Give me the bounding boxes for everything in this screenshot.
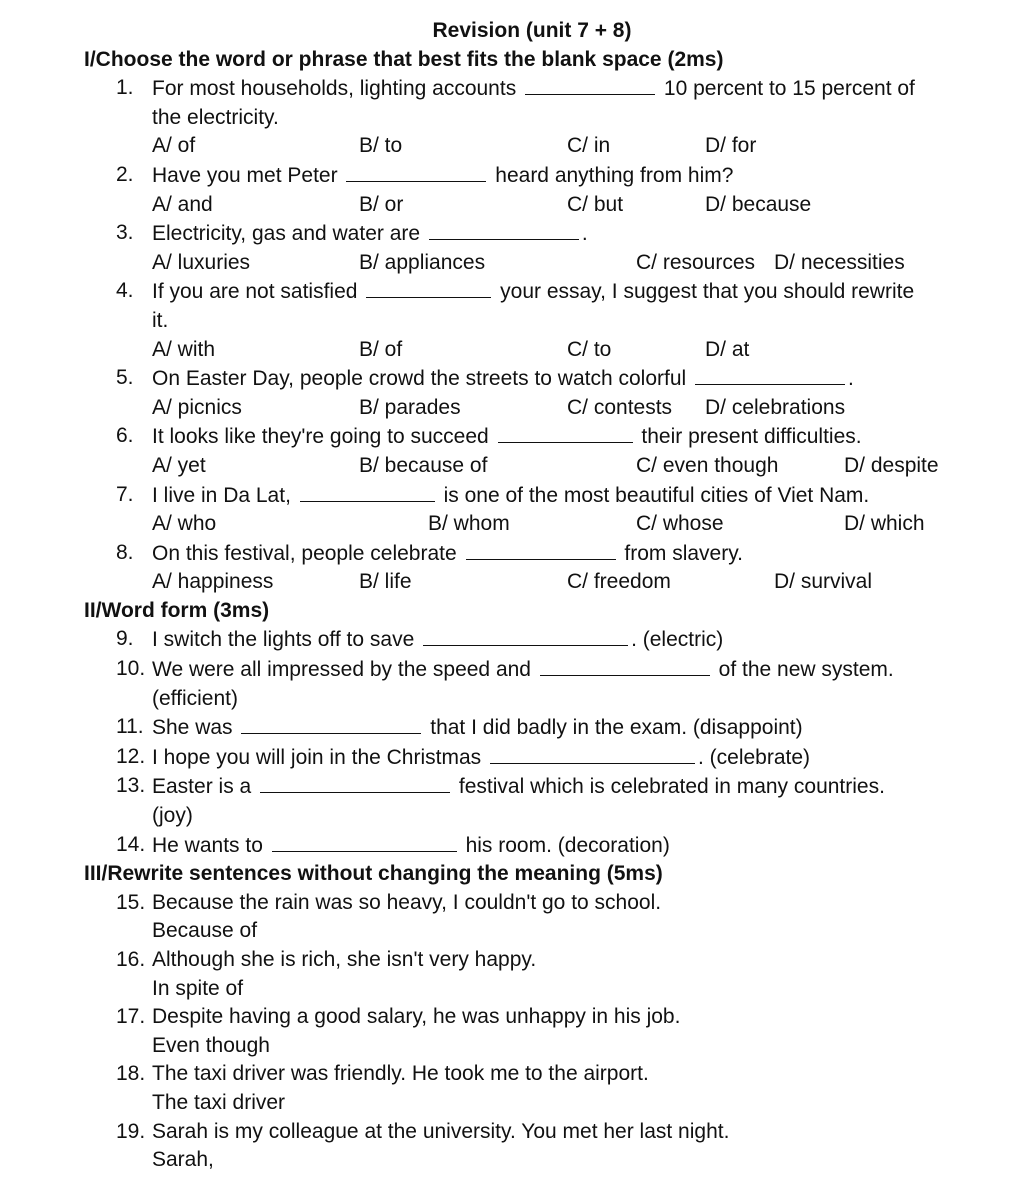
question-11 <box>0 713 1024 743</box>
answer-options <box>152 336 988 365</box>
question-text: . (celebrate) <box>698 745 811 769</box>
option-b[interactable]: B/ of <box>359 337 403 361</box>
question-2 <box>0 161 1024 219</box>
question-number: 3. <box>116 221 134 245</box>
question-4 <box>0 277 1024 364</box>
question-text: Because the rain was so heavy, I couldn't go to school. <box>152 890 662 914</box>
rewrite-start: Even though <box>152 1033 270 1057</box>
option-c[interactable]: C/ contests <box>567 395 673 419</box>
question-number: 14. <box>116 832 146 856</box>
option-d[interactable]: D/ necessities <box>774 250 905 274</box>
question-text: Despite having a good salary, he was unhappy in his job. <box>152 1005 681 1029</box>
answer-options <box>152 249 988 278</box>
question-text: We were all impressed by the speed and <box>152 658 531 682</box>
question-14 <box>0 831 1024 861</box>
answer-options <box>152 568 988 597</box>
answer-options <box>152 132 988 161</box>
question-13 <box>0 772 1024 830</box>
rewrite-start: Because of <box>152 919 258 943</box>
option-a[interactable]: A/ who <box>152 512 217 536</box>
answer-options <box>152 452 988 481</box>
option-a[interactable]: A/ of <box>152 134 196 158</box>
rewrite-start: Sarah, <box>152 1148 214 1172</box>
question-18 <box>0 1060 1024 1117</box>
section-2-heading: II/Word form (3ms) <box>84 598 270 622</box>
question-9 <box>0 625 1024 655</box>
question-number: 1. <box>116 76 134 100</box>
question-number: 17. <box>116 1005 146 1029</box>
option-b[interactable]: B/ appliances <box>359 250 486 274</box>
question-10 <box>0 655 1024 713</box>
answer-options <box>152 510 988 539</box>
question-text: their present difficulties. <box>641 425 862 449</box>
question-text: Easter is a <box>152 775 252 799</box>
question-text: is one of the most beautiful cities of Viet Nam. <box>443 483 870 507</box>
question-3 <box>0 219 1024 277</box>
question-text: Have you met Peter <box>152 163 338 187</box>
question-text: On Easter Day, people crowd the streets to watch colorful <box>152 367 687 391</box>
question-5 <box>0 364 1024 422</box>
question-text: . (electric) <box>631 628 724 652</box>
question-number: 16. <box>116 948 146 971</box>
answer-blank[interactable] <box>241 713 421 734</box>
answer-blank[interactable] <box>695 364 845 385</box>
section-3-heading: III/Rewrite sentences without changing the meaning (5ms) <box>84 862 663 886</box>
question-15 <box>0 889 1024 946</box>
worksheet-title: Revision (unit 7 + 8) <box>432 19 632 42</box>
option-d[interactable]: D/ at <box>705 337 750 361</box>
question-text: Although she is rich, she isn't very happy. <box>152 948 537 971</box>
answer-blank[interactable] <box>466 539 616 560</box>
rewrite-start: In spite of <box>152 976 244 1000</box>
question-text: . <box>848 367 854 391</box>
option-b[interactable]: B/ or <box>359 192 404 216</box>
answer-blank[interactable] <box>490 743 695 764</box>
question-number: 15. <box>116 890 146 914</box>
question-19 <box>0 1118 1024 1175</box>
question-text: It looks like they're going to succeed <box>152 425 489 449</box>
option-b[interactable]: B/ parades <box>359 395 461 419</box>
option-d[interactable]: D/ celebrations <box>705 395 846 419</box>
answer-blank[interactable] <box>423 625 628 646</box>
option-a[interactable]: A/ and <box>152 192 213 216</box>
question-text-continued: (efficient) <box>152 686 238 710</box>
option-b[interactable]: B/ whom <box>428 512 510 536</box>
section-1-heading: I/Choose the word or phrase that best fits the blank space (2ms) <box>84 47 724 71</box>
question-number: 13. <box>116 774 146 798</box>
question-text-continued: (joy) <box>152 804 193 828</box>
question-text: his room. (decoration) <box>465 833 670 857</box>
question-text: 10 percent to 15 percent of <box>663 77 915 101</box>
question-8 <box>0 539 1024 597</box>
question-text: Sarah is my colleague at the university. You met her last night. <box>152 1119 730 1143</box>
question-number: 7. <box>116 482 134 506</box>
answer-blank[interactable] <box>366 277 491 298</box>
option-a[interactable]: A/ luxuries <box>152 250 251 274</box>
question-text: from slavery. <box>624 541 744 565</box>
answer-blank[interactable] <box>429 219 579 240</box>
answer-blank[interactable] <box>525 74 655 95</box>
question-text: If you are not satisfied <box>152 280 358 304</box>
question-number: 12. <box>116 744 146 768</box>
question-text: On this festival, people celebrate <box>152 541 457 565</box>
question-text: Electricity, gas and water are <box>152 222 421 246</box>
question-text-continued: the electricity. <box>152 105 279 129</box>
question-12 <box>0 743 1024 773</box>
option-c[interactable]: C/ whose <box>636 512 724 536</box>
question-text: The taxi driver was friendly. He took me to the airport. <box>152 1062 649 1086</box>
answer-blank[interactable] <box>498 422 633 443</box>
question-number: 6. <box>116 424 134 448</box>
option-c[interactable]: C/ freedom <box>567 570 671 594</box>
question-number: 5. <box>116 366 134 390</box>
question-1 <box>0 74 1024 161</box>
question-text: heard anything from him? <box>495 163 734 187</box>
question-number: 10. <box>116 657 146 681</box>
question-text: your essay, I suggest that you should rewrite <box>500 280 915 304</box>
option-b[interactable]: B/ because of <box>359 453 488 477</box>
question-number: 8. <box>116 540 134 564</box>
question-number: 9. <box>116 627 134 651</box>
question-text: that I did badly in the exam. (disappoint) <box>430 716 803 740</box>
question-17 <box>0 1003 1024 1060</box>
answer-blank[interactable] <box>260 772 450 793</box>
question-number: 11. <box>116 715 144 739</box>
option-c[interactable]: C/ in <box>567 134 611 158</box>
option-d[interactable]: D/ for <box>705 134 757 158</box>
option-c[interactable]: C/ even though <box>636 453 779 477</box>
question-text: of the new system. <box>718 658 894 682</box>
option-b[interactable]: B/ life <box>359 570 412 594</box>
option-d[interactable]: D/ because <box>705 192 812 216</box>
option-c[interactable]: C/ resources <box>636 250 756 274</box>
question-number: 2. <box>116 162 134 186</box>
rewrite-start: The taxi driver <box>152 1090 286 1114</box>
question-text: He wants to <box>152 833 263 857</box>
answer-blank[interactable] <box>346 161 486 182</box>
option-a[interactable]: A/ yet <box>152 453 206 477</box>
option-a[interactable]: A/ with <box>152 337 216 361</box>
question-7 <box>0 481 1024 539</box>
question-16 <box>0 946 1024 1003</box>
question-text: I switch the lights off to save <box>152 628 415 652</box>
answer-blank[interactable] <box>272 831 457 852</box>
answer-options <box>152 394 988 423</box>
option-d[interactable]: D/ survival <box>774 570 873 594</box>
question-number: 18. <box>116 1062 146 1086</box>
question-number: 19. <box>116 1119 146 1143</box>
question-text-continued: it. <box>152 308 169 332</box>
question-text: I hope you will join in the Christmas <box>152 745 482 769</box>
question-text: She was <box>152 716 233 740</box>
question-text: For most households, lighting accounts <box>152 77 517 101</box>
option-c[interactable]: C/ but <box>567 192 624 216</box>
question-text: . <box>581 222 588 246</box>
option-c[interactable]: C/ to <box>567 337 612 361</box>
answer-options <box>152 191 988 220</box>
option-a[interactable]: A/ picnics <box>152 395 242 419</box>
option-a[interactable]: A/ happiness <box>152 570 274 594</box>
question-text: festival which is celebrated in many countries. <box>458 775 885 799</box>
question-6 <box>0 422 1024 480</box>
option-b[interactable]: B/ to <box>359 134 403 158</box>
answer-blank[interactable] <box>540 655 710 676</box>
question-number: 4. <box>116 279 134 303</box>
option-d[interactable]: D/ despite <box>844 453 939 477</box>
answer-blank[interactable] <box>300 481 435 502</box>
question-text: I live in Da Lat, <box>152 483 291 507</box>
option-d[interactable]: D/ which <box>844 512 925 536</box>
